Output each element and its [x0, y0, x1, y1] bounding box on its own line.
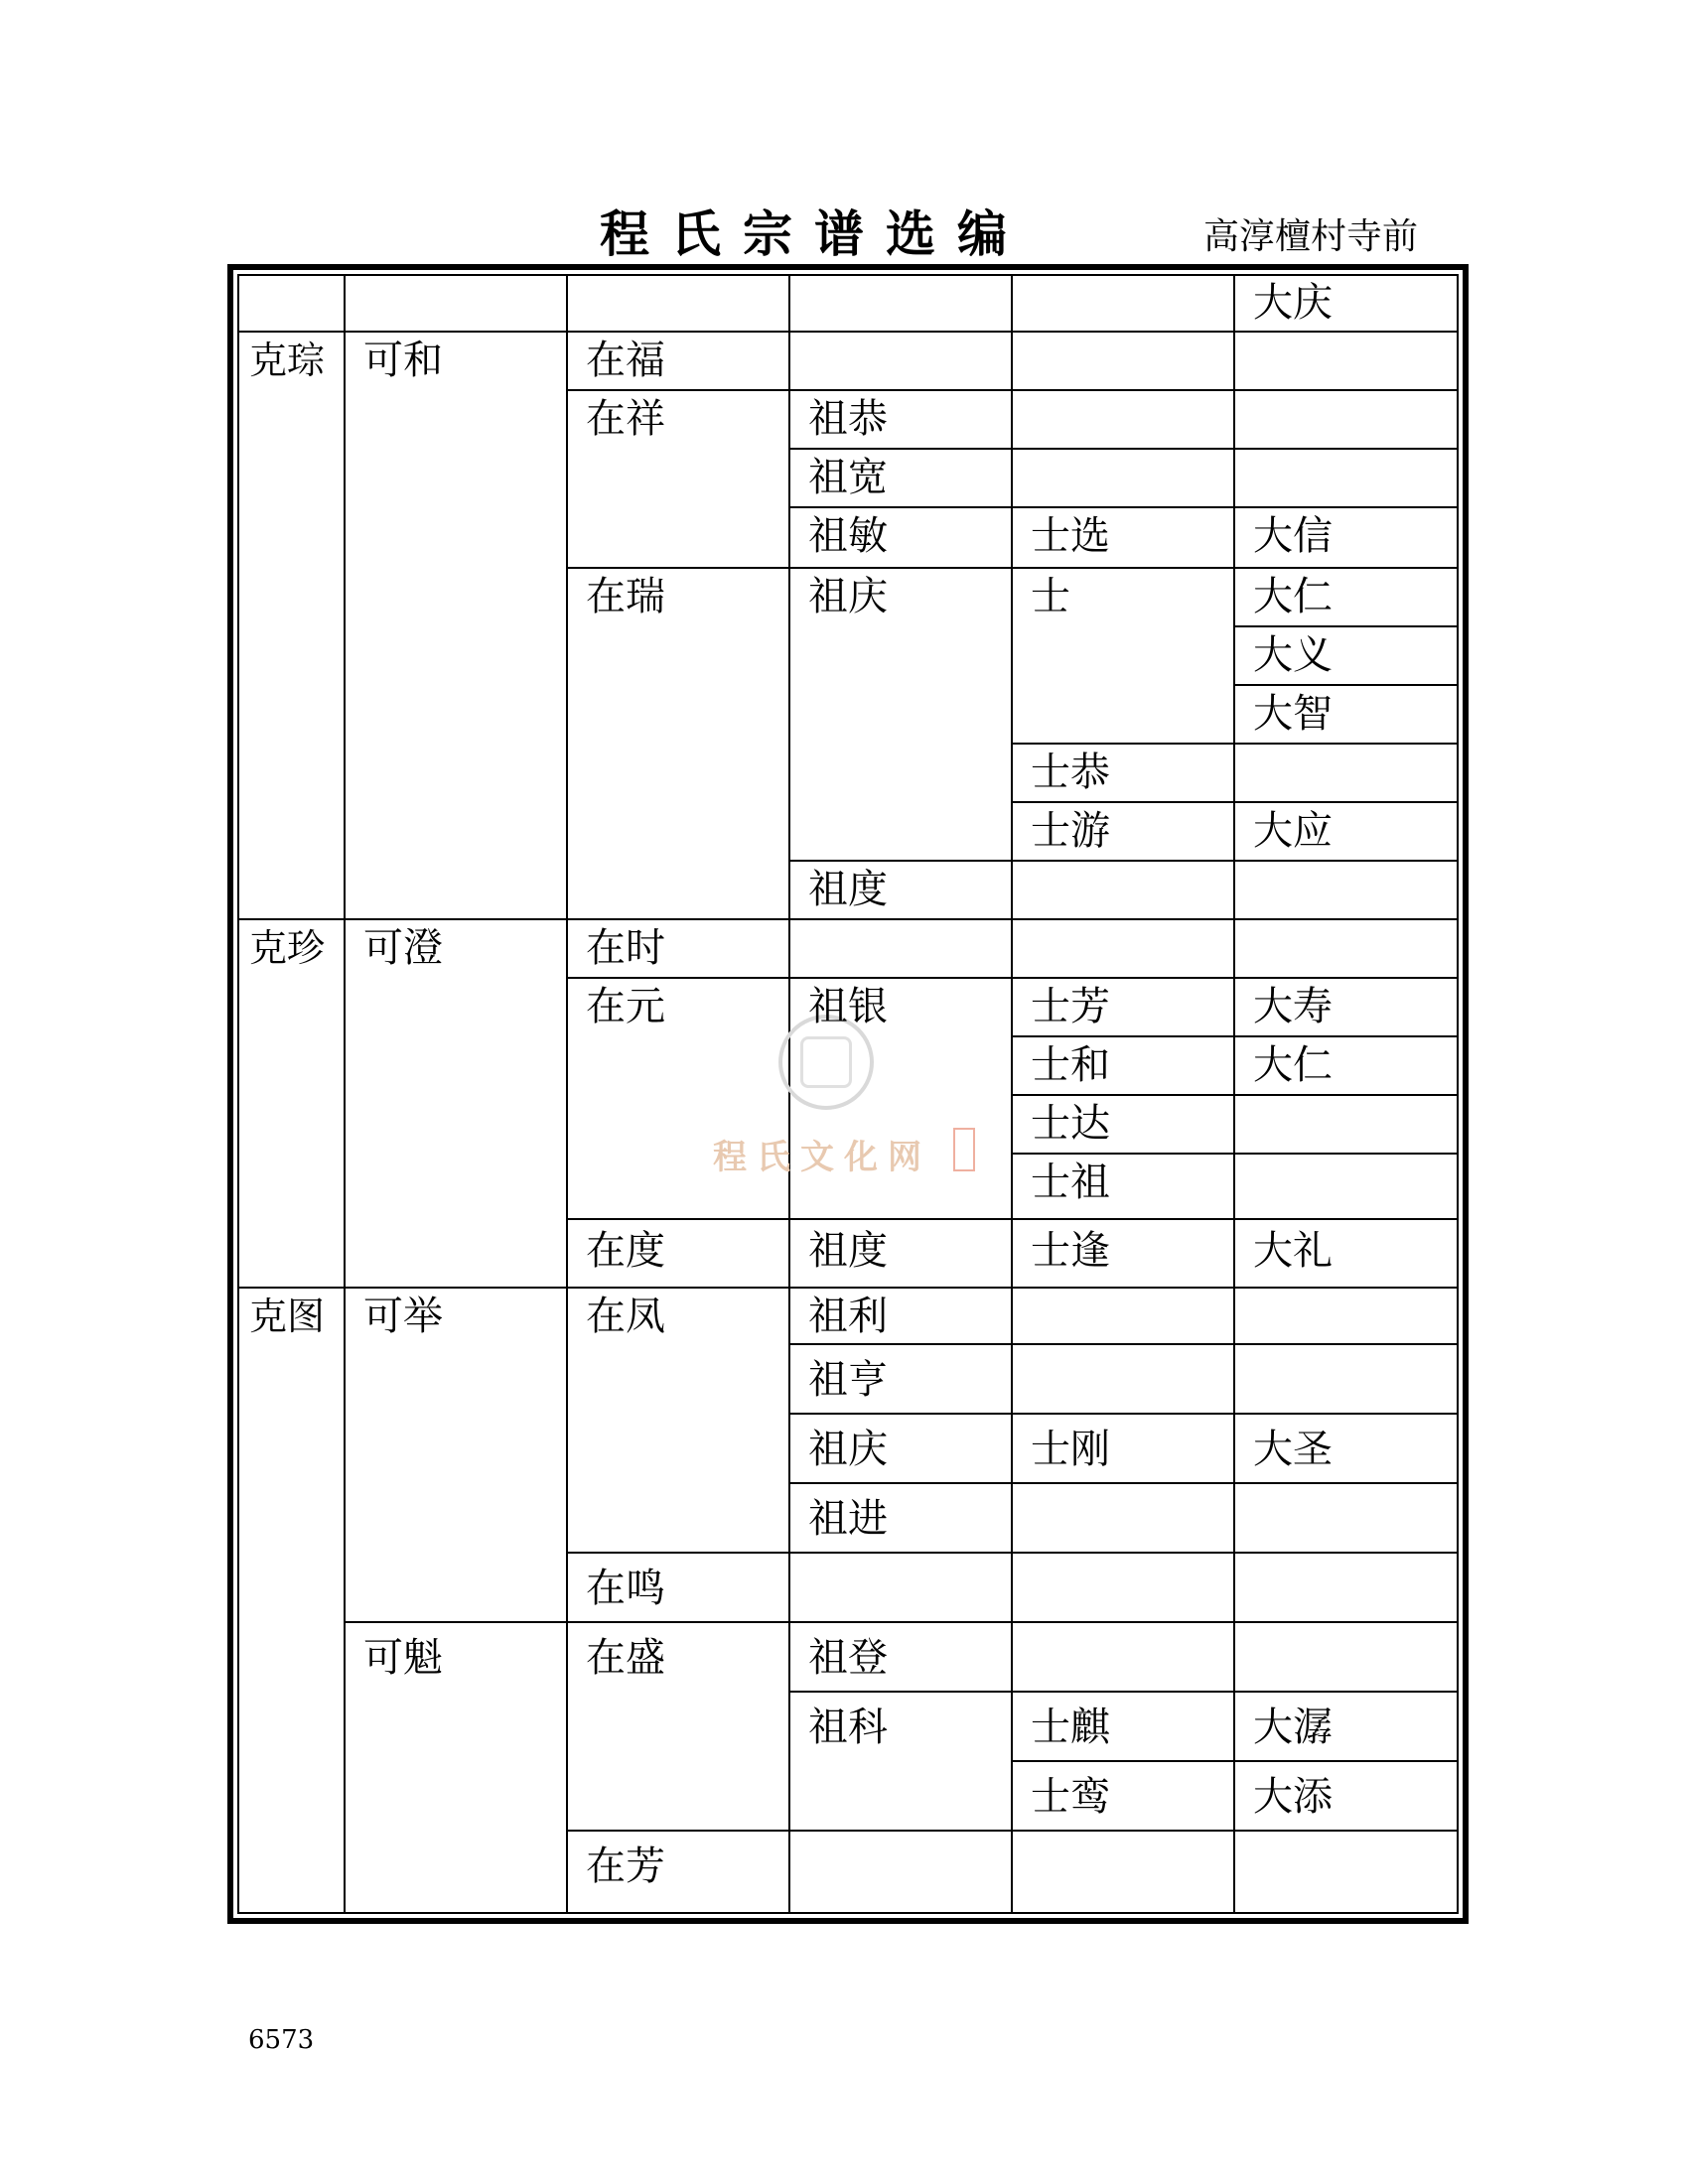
row-divider [788, 860, 1459, 862]
row-divider [788, 506, 1459, 508]
cell-text: 祖庆 [808, 1427, 888, 1472]
cell-text: 士达 [1031, 1101, 1110, 1147]
cell-text: 克珍 [249, 926, 326, 970]
cell-text: 士逢 [1031, 1228, 1110, 1274]
cell-text: 士恭 [1031, 750, 1110, 795]
cell-text: 在祥 [586, 396, 665, 442]
cell-text: 克琮 [249, 339, 326, 382]
cell-text: 大应 [1253, 808, 1333, 854]
cell-text: 大义 [1253, 632, 1333, 678]
cell-text: 士刚 [1031, 1427, 1110, 1472]
cell-text: 士鸾 [1031, 1774, 1110, 1820]
cell-text: 大庆 [1253, 280, 1333, 326]
cell-text: 大礼 [1253, 1228, 1333, 1274]
cell-text: 祖恭 [808, 396, 888, 442]
cell-text: 士芳 [1031, 984, 1110, 1029]
cell-text: 在盛 [586, 1635, 665, 1681]
cell-text: 在芳 [586, 1843, 665, 1889]
cell-text: 在凤 [586, 1294, 665, 1339]
row-divider [237, 1287, 1459, 1289]
cell-text: 祖亨 [808, 1357, 888, 1403]
cell-text: 在福 [586, 338, 665, 383]
row-divider [566, 389, 1459, 391]
cell-text: 大智 [1253, 691, 1333, 737]
cell-text: 士和 [1031, 1042, 1110, 1088]
row-divider [1233, 625, 1459, 627]
cell-text: 祖度 [808, 867, 888, 912]
row-divider [237, 331, 1459, 333]
row-divider [1011, 743, 1459, 745]
cell-text: 大仁 [1253, 1042, 1333, 1088]
cell-text: 大仁 [1253, 574, 1333, 619]
cell-text: 在瑞 [586, 574, 665, 619]
row-divider [788, 1413, 1459, 1415]
cell-text: 祖利 [808, 1294, 888, 1339]
cell-text: 祖进 [808, 1496, 888, 1542]
row-divider [566, 1218, 1459, 1220]
cell-text: 克图 [249, 1295, 326, 1338]
cell-text: 可和 [363, 338, 443, 383]
row-divider [788, 448, 1459, 450]
cell-text: 祖银 [808, 984, 888, 1029]
cell-text: 在鸣 [586, 1566, 665, 1611]
cell-text: 可澄 [363, 925, 443, 971]
cell-text: 祖庆 [808, 574, 888, 619]
cell-text: 士游 [1031, 808, 1110, 854]
row-divider [566, 1830, 1459, 1832]
row-divider [1011, 801, 1459, 803]
cell-text: 士 [1031, 574, 1070, 619]
cell-text: 大添 [1253, 1774, 1333, 1820]
cell-text: 祖敏 [808, 513, 888, 559]
cell-text: 可魁 [363, 1635, 443, 1681]
row-divider [566, 977, 1459, 979]
cell-text: 士祖 [1031, 1160, 1110, 1205]
cell-text: 可举 [363, 1294, 443, 1339]
cell-text: 士麒 [1031, 1705, 1110, 1750]
cell-text: 大寿 [1253, 984, 1333, 1029]
cell-text: 士选 [1031, 513, 1110, 559]
page-subtitle: 高淳檀村寺前 [1202, 216, 1418, 257]
cell-text: 大潺 [1253, 1705, 1333, 1750]
cell-text: 祖宽 [808, 455, 888, 500]
row-divider [1011, 1153, 1459, 1155]
cell-text: 祖度 [808, 1228, 888, 1274]
row-divider [788, 1691, 1459, 1693]
cell-text: 在时 [586, 925, 665, 971]
column-divider [344, 274, 346, 1914]
cell-text: 在元 [586, 984, 665, 1029]
row-divider [344, 1621, 1459, 1623]
row-divider [1011, 1035, 1459, 1037]
row-divider [1011, 1094, 1459, 1096]
row-divider [566, 1552, 1459, 1554]
watermark-stamp-icon [953, 1128, 975, 1171]
cell-text: 祖科 [808, 1705, 888, 1750]
row-divider [237, 918, 1459, 920]
page-number: 6573 [248, 2025, 315, 2055]
row-divider [1011, 1760, 1459, 1762]
row-divider [1233, 684, 1459, 686]
row-divider [566, 567, 1459, 569]
cell-text: 祖登 [808, 1635, 888, 1681]
cell-text: 大信 [1253, 513, 1333, 559]
row-divider [788, 1482, 1459, 1484]
watermark-text: 程氏文化网 [713, 1138, 931, 1177]
cell-text: 在度 [586, 1228, 665, 1274]
row-divider [788, 1343, 1459, 1345]
cell-text: 大圣 [1253, 1427, 1333, 1472]
column-divider [566, 274, 568, 1914]
page-title: 程氏宗谱选编 [600, 205, 1029, 263]
